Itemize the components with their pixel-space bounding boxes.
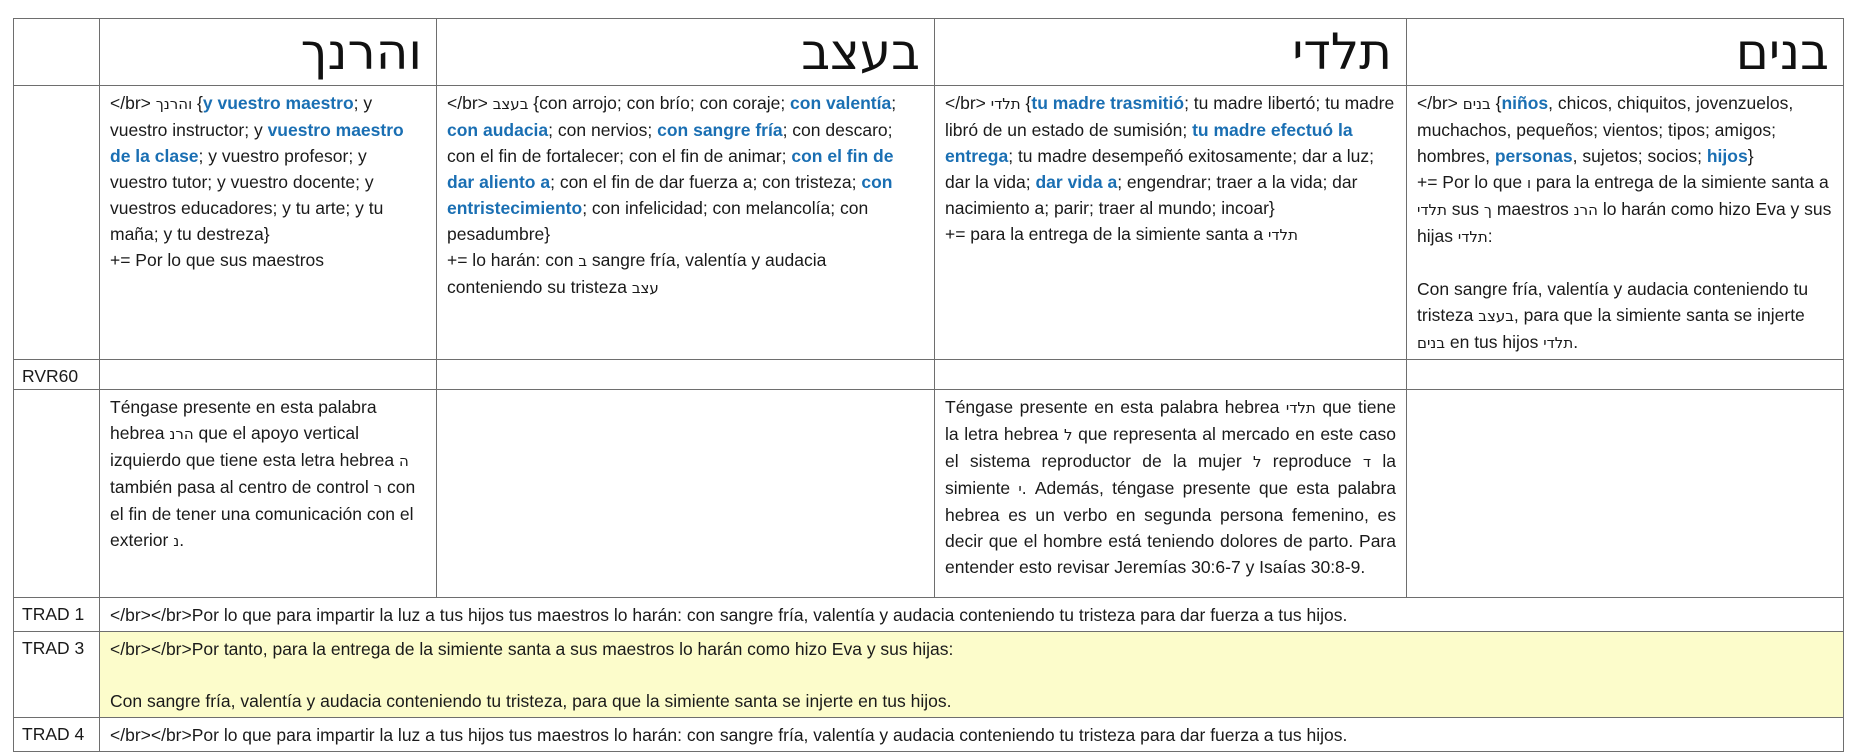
trad1-row [14, 598, 1844, 632]
header-word-2: בעצב [437, 19, 935, 86]
rvr60-cell-4 [1407, 360, 1844, 390]
definitions-row [14, 86, 1844, 360]
note-cell-1: Téngase presente en esta palabra hebrea הרנ que el apoyo vertical izquierdo que tiene esta letra hebrea ה también pasa al centro de control ר con el fin de tener una comunicación con el exterior נ. [100, 390, 437, 598]
definition-result-4: += Por lo que ו para la entrega de la simiente santa a תלדי sus ך maestros הרנ lo harán como hizo Eva y sus hijas תלדי: [1417, 172, 1832, 246]
trad3-line-2: Con sangre fría, valentía y audacia conteniendo tu tristeza, para que la simiente santa se injerte en tus hijos. [110, 691, 952, 711]
header-word-4: בנים [1407, 19, 1844, 86]
trad3-line-1: </br></br>Por tanto, para la entrega de la simiente santa a sus maestros lo harán como hizo Eva y sus hijas: [110, 639, 954, 659]
definition-cell-3: </br> תלדי {tu madre trasmitió; tu madre libertó; tu madre libró de un estado de sumisión; tu madre efectuó la entrega; tu madre desempeñó exitosamente; dar a luz; dar la vida; dar vida a; engendrar; traer a la vida; dar nacimiento a; parir; traer al mundo; incoar} += para la entrega de la simiente santa a תלדי [935, 86, 1407, 360]
header-row [14, 19, 1844, 86]
notes-label-cell [14, 390, 100, 598]
definition-cell-4: </br> בנים {niños, chicos, chiquitos, jovenzuelos, muchachos, pequeños; vientos; tipos; amigos; hombres, personas, sujetos; socios; hijos} += Por lo que ו para la entrega de la simiente santa a תלדי sus ך maestros הרנ lo harán como hizo Eva y sus hijas תלדי: Con sangre fría, valentía y audacia conteniendo tu tristeza בעצב, para que la simiente santa se injerte בנים en tus hijos תלדי. [1407, 86, 1844, 360]
rvr60-cell-3 [935, 360, 1407, 390]
rvr60-cell-2 [437, 360, 935, 390]
definition-result-2: += lo harán: con ב sangre fría, valentía y audacia conteniendo su tristeza עצב [447, 250, 827, 297]
rvr60-cell-1 [100, 360, 437, 390]
header-word-1: והרנך [100, 19, 437, 86]
trad4-row [14, 718, 1844, 752]
definitions-label-cell [14, 86, 100, 360]
note-cell-3: Téngase presente en esta palabra hebrea תלדי que tiene la letra hebrea ל que representa al mercado en este caso el sistema reproductor de la mujer ל reproduce ד la simiente י. Además, téngase presente que esta palabra hebrea es un verbo en segunda persona femenino, es decir que el hombre está teniendo dolores de parto. Para entender esto revisar Jeremías 30:6-7 y Isaías 30:8-9. [935, 390, 1407, 598]
trad4-text: </br></br>Por lo que para impartir la luz a tus hijos tus maestros lo harán: con sangre fría, valentía y audacia conteniendo tu tristeza para dar fuerza a tus hijos. [100, 718, 1844, 752]
interlinear-table [13, 18, 1844, 752]
trad3-label: TRAD 3 [14, 632, 100, 718]
definition-result-3: += para la entrega de la simiente santa a תלדי [945, 224, 1298, 244]
header-word-3: תלדי [935, 19, 1407, 86]
trad4-label: TRAD 4 [14, 718, 100, 752]
trad3-cell [100, 632, 1844, 718]
trad1-label: TRAD 1 [14, 598, 100, 632]
note-cell-4 [1407, 390, 1844, 598]
rvr60-row [14, 360, 1844, 390]
header-empty-cell [14, 19, 100, 86]
definition-cell-2: </br> בעצב {con arrojo; con brío; con coraje; con valentía; con audacia; con nervios; con sangre fría; con descaro; con el fin de fortalecer; con el fin de animar; con el fin de dar aliento a; con el fin de dar fuerza a; con tristeza; con entristecimiento; con infelicidad; con melancolía; con pesadumbre} += lo harán: con ב sangre fría, valentía y audacia conteniendo su tristeza עצב [437, 86, 935, 360]
definition-paragraph-4: Con sangre fría, valentía y audacia conteniendo tu tristeza בעצב, para que la simiente santa se injerte בנים en tus hijos תלדי. [1417, 279, 1809, 352]
note-cell-2 [437, 390, 935, 598]
trad3-row [14, 632, 1844, 718]
definition-cell-1: </br> והרנך {y vuestro maestro; y vuestro instructor; y vuestro maestro de la clase; y vuestro profesor; y vuestro tutor; y vuestro docente; y vuestros educadores; y tu arte; y tu maña; y tu destreza} += Por lo que sus maestros [100, 86, 437, 360]
rvr60-label: RVR60 [14, 360, 100, 390]
notes-row [14, 390, 1844, 598]
definition-result-1: += Por lo que sus maestros [110, 250, 324, 270]
trad1-text: </br></br>Por lo que para impartir la luz a tus hijos tus maestros lo harán: con sangre fría, valentía y audacia conteniendo tu tristeza para dar fuerza a tus hijos. [100, 598, 1844, 632]
